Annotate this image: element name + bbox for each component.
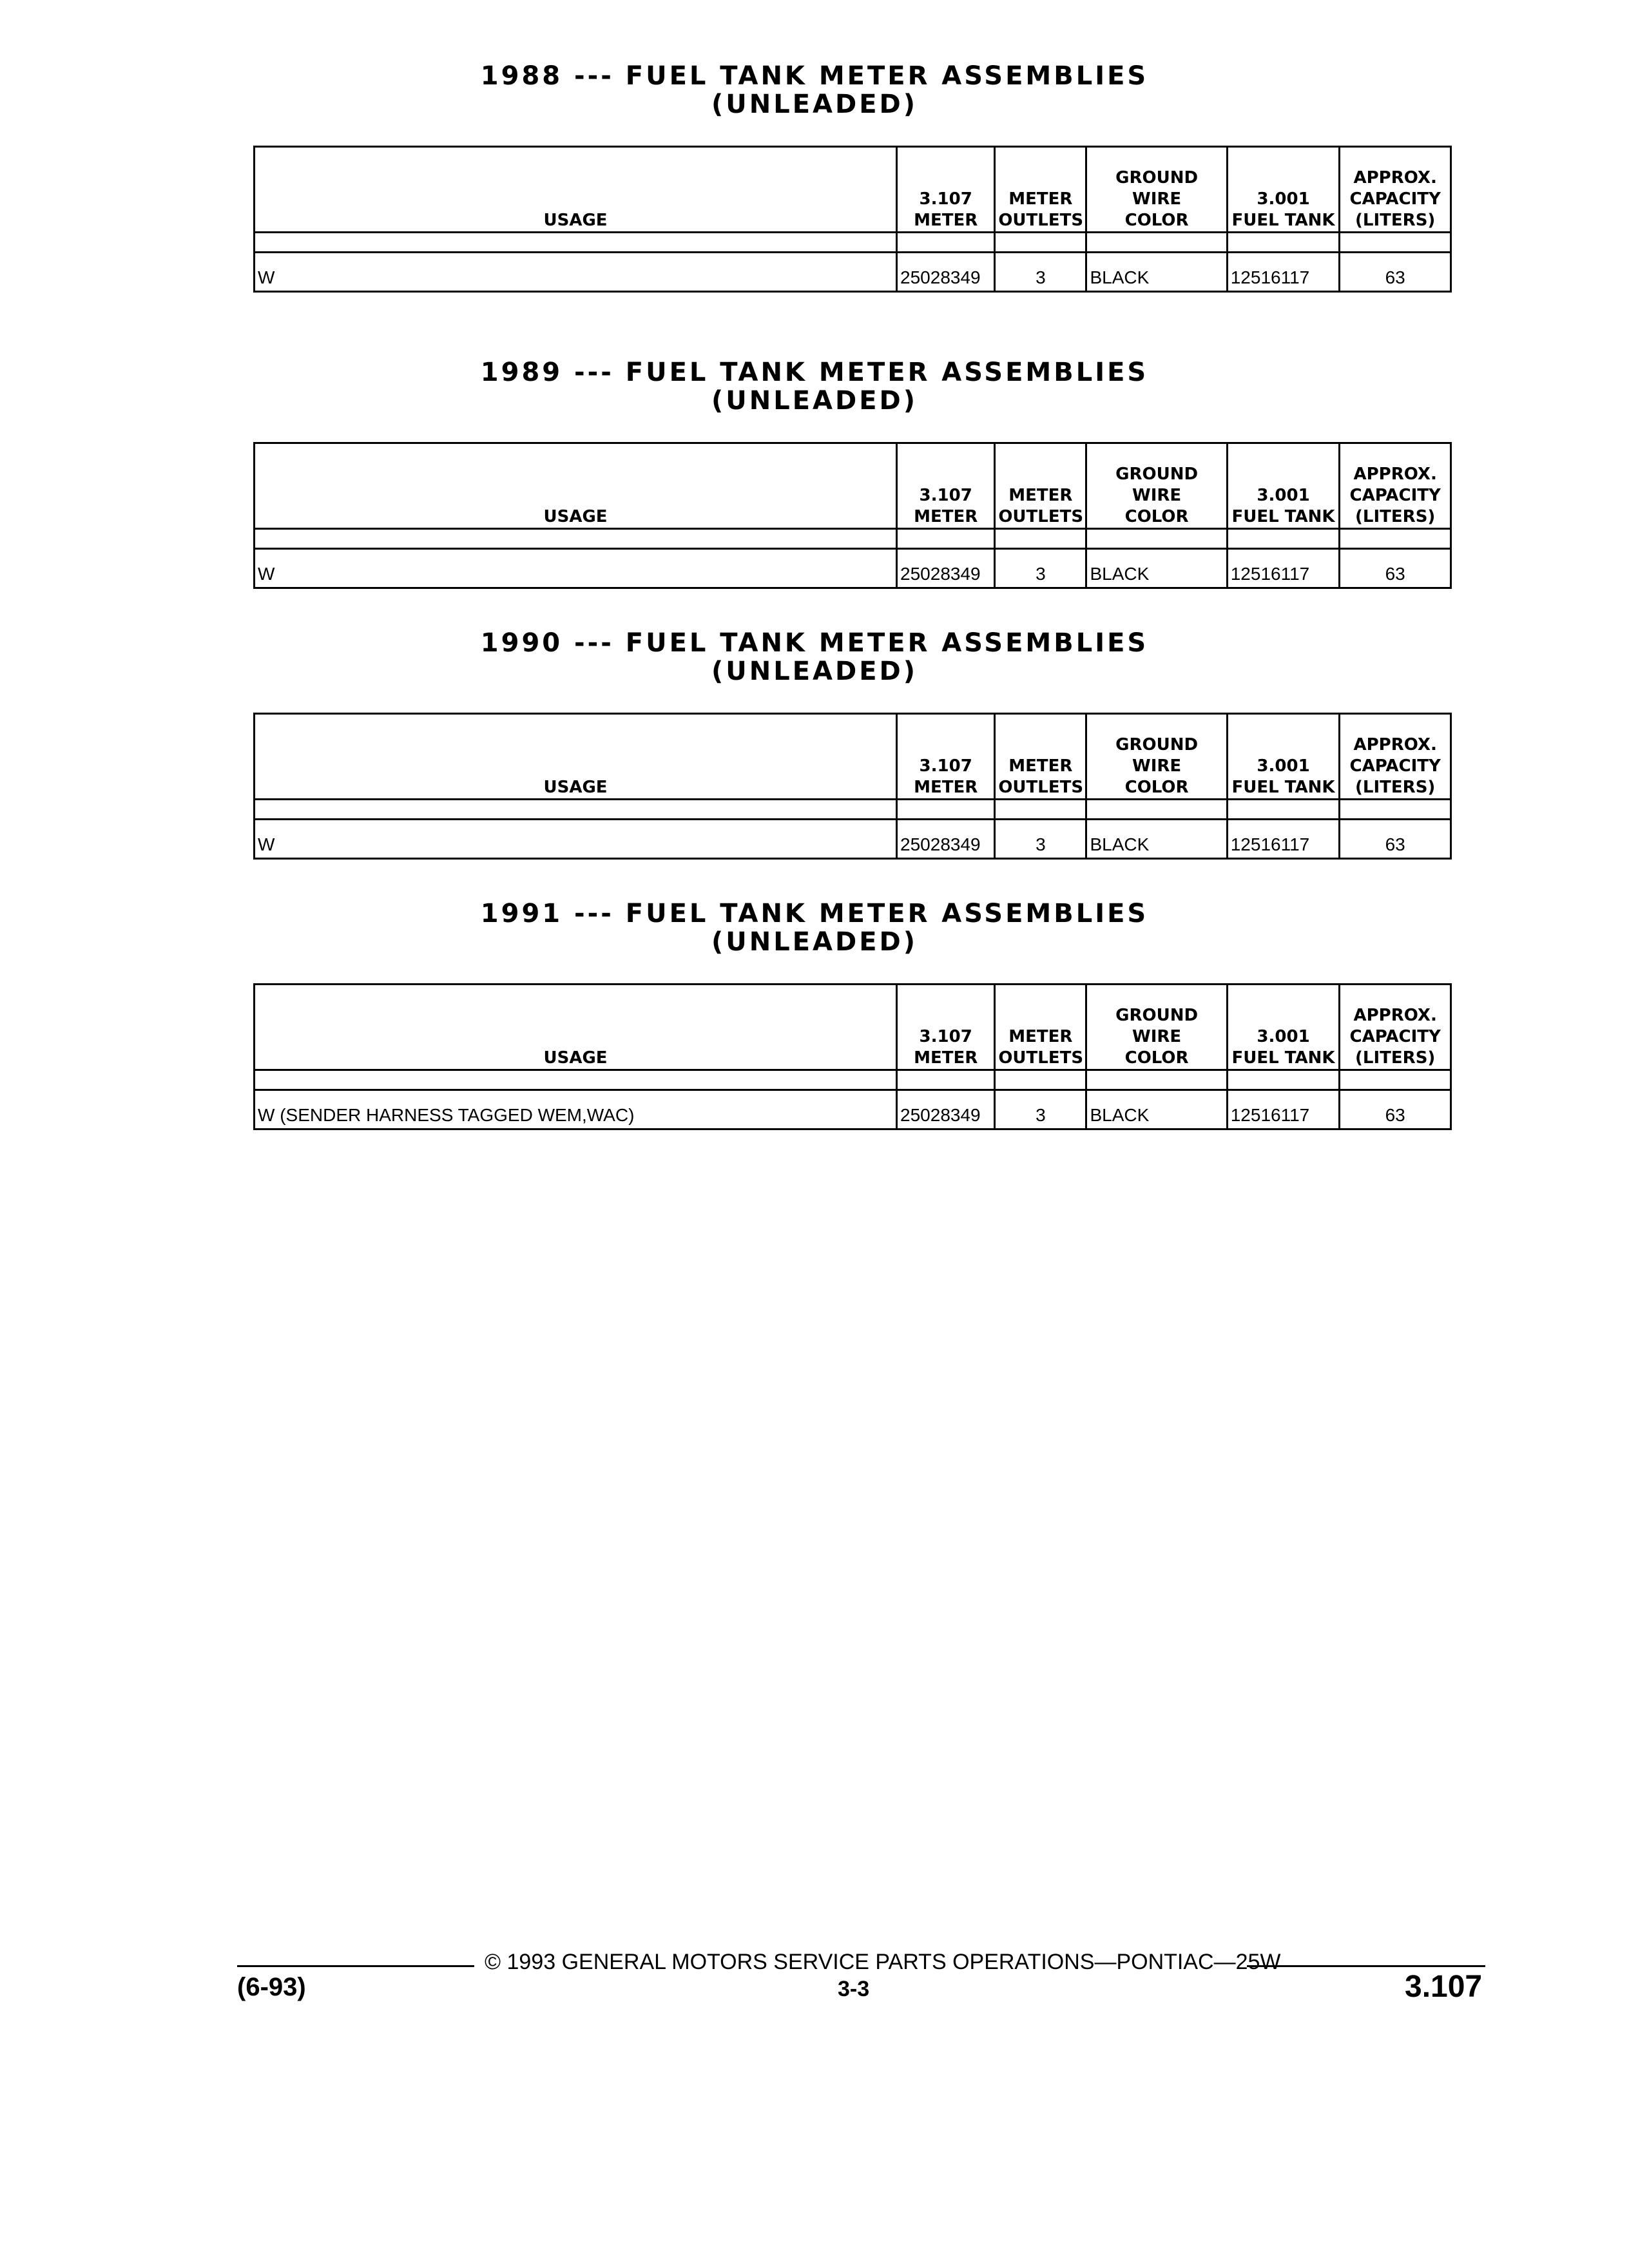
date-code: (6-93) — [237, 1973, 306, 2001]
meter-table-1990 — [253, 713, 1452, 860]
table-row — [255, 820, 1451, 859]
section-title-main: 1988 --- FUEL TANK METER ASSEMBLIES — [480, 61, 1149, 91]
spacer-cell — [1227, 233, 1340, 253]
spacer-cell — [995, 800, 1086, 820]
spacer-cell — [897, 529, 995, 549]
header-line: FUEL TANK — [1231, 1048, 1335, 1068]
outlets-cell: 3 — [995, 820, 1086, 859]
fuel-tank-part-cell: 12516117 — [1227, 820, 1340, 859]
table-row — [255, 549, 1451, 588]
fuel-tank-part-cell: 12516117 — [1227, 253, 1340, 292]
header-line: FUEL TANK — [1231, 507, 1335, 526]
header-line: WIRE — [1132, 1027, 1182, 1046]
header-row — [255, 985, 1451, 1070]
spacer-row — [255, 1070, 1451, 1090]
header-line: METER — [1008, 756, 1073, 776]
ground-wire-color-header — [1086, 147, 1227, 233]
spacer-row — [255, 800, 1451, 820]
spacer-cell — [1340, 233, 1451, 253]
fuel-tank-header — [1227, 443, 1340, 529]
header-line: 3.107 — [919, 756, 972, 776]
outlets-cell: 3 — [995, 549, 1086, 588]
header-line: FUEL TANK — [1231, 778, 1335, 797]
header-line: METER — [1008, 189, 1073, 209]
header-line: 3.107 — [919, 1027, 972, 1046]
header-line: METER — [1008, 1027, 1073, 1046]
fuel-tank-header — [1227, 985, 1340, 1070]
fuel-tank-header — [1227, 714, 1340, 800]
ground-wire-color-header — [1086, 985, 1227, 1070]
meter-part-cell: 25028349 — [897, 549, 995, 588]
header-line: 3.001 — [1257, 486, 1310, 505]
meter-part-cell: 25028349 — [897, 1090, 995, 1129]
header-line: GROUND — [1115, 465, 1199, 484]
meter-header — [897, 443, 995, 529]
section-title-sub: (UNLEADED) — [711, 90, 918, 119]
ground-wire-color-cell: BLACK — [1086, 820, 1227, 859]
meter-part-cell: 25028349 — [897, 253, 995, 292]
meter-table-1988 — [253, 146, 1452, 293]
header-line: 3.107 — [919, 486, 972, 505]
meter-part-cell: 25028349 — [897, 820, 995, 859]
header-line: COLOR — [1124, 507, 1189, 526]
header-line: GROUND — [1115, 168, 1199, 187]
outlets-header — [995, 443, 1086, 529]
header-line: GROUND — [1115, 1006, 1199, 1025]
ground-wire-color-header — [1086, 714, 1227, 800]
header-line: METER — [1008, 486, 1073, 505]
footer-rule-left — [237, 1965, 474, 1967]
copyright-notice: © 1993 GENERAL MOTORS SERVICE PARTS OPERATIONS—PONTIAC—25W — [485, 1950, 1281, 1974]
header-line: METER — [914, 1048, 978, 1068]
header-line: CAPACITY — [1349, 756, 1441, 776]
fuel-tank-part-cell: 12516117 — [1227, 1090, 1340, 1129]
section-title-main: 1989 --- FUEL TANK METER ASSEMBLIES — [480, 358, 1149, 387]
header-line: COLOR — [1124, 211, 1189, 230]
outlets-header — [995, 985, 1086, 1070]
fuel-tank-part-cell: 12516117 — [1227, 549, 1340, 588]
capacity-header — [1340, 714, 1451, 800]
spacer-cell — [1227, 1070, 1340, 1090]
spacer-cell — [995, 1070, 1086, 1090]
header-line: (LITERS) — [1355, 507, 1436, 526]
header-line: OUTLETS — [998, 1048, 1084, 1068]
section-title-sub: (UNLEADED) — [711, 927, 918, 957]
header-line: APPROX. — [1353, 168, 1437, 187]
outlets-header — [995, 147, 1086, 233]
section-title-main: 1990 --- FUEL TANK METER ASSEMBLIES — [480, 628, 1149, 658]
section-title-1989 — [0, 358, 1629, 415]
meter-header — [897, 714, 995, 800]
header-line: METER — [914, 778, 978, 797]
spacer-cell — [255, 233, 897, 253]
outlets-header — [995, 714, 1086, 800]
capacity-header — [1340, 443, 1451, 529]
header-line: CAPACITY — [1349, 486, 1441, 505]
table-row — [255, 1090, 1451, 1129]
meter-header — [897, 985, 995, 1070]
meter-header — [897, 147, 995, 233]
usage-cell: W — [255, 820, 897, 859]
spacer-cell — [255, 1070, 897, 1090]
spacer-cell — [995, 529, 1086, 549]
spacer-cell — [897, 800, 995, 820]
header-row — [255, 147, 1451, 233]
capacity-header — [1340, 147, 1451, 233]
spacer-cell — [897, 1070, 995, 1090]
section-title-1988 — [0, 62, 1629, 119]
fuel-tank-header — [1227, 147, 1340, 233]
page-number: 3-3 — [838, 1977, 870, 2001]
spacer-cell — [1086, 800, 1227, 820]
header-line: OUTLETS — [998, 211, 1084, 230]
spacer-row — [255, 233, 1451, 253]
header-row — [255, 443, 1451, 529]
capacity-header — [1340, 985, 1451, 1070]
section-title-1991 — [0, 899, 1629, 956]
spacer-cell — [1227, 800, 1340, 820]
capacity-cell: 63 — [1340, 1090, 1451, 1129]
section-title-sub: (UNLEADED) — [711, 386, 918, 416]
outlets-cell: 3 — [995, 1090, 1086, 1129]
header-line: COLOR — [1124, 778, 1189, 797]
section-title-main: 1991 --- FUEL TANK METER ASSEMBLIES — [480, 899, 1149, 928]
header-row — [255, 714, 1451, 800]
ground-wire-color-cell: BLACK — [1086, 1090, 1227, 1129]
spacer-cell — [1340, 529, 1451, 549]
header-line: WIRE — [1132, 756, 1182, 776]
footer-rule-right — [1247, 1965, 1485, 1967]
header-line: GROUND — [1115, 735, 1199, 754]
ground-wire-color-cell: BLACK — [1086, 549, 1227, 588]
header-line: WIRE — [1132, 189, 1182, 209]
header-line: COLOR — [1124, 1048, 1189, 1068]
usage-cell: W — [255, 549, 897, 588]
outlets-cell: 3 — [995, 253, 1086, 292]
spacer-cell — [1227, 529, 1340, 549]
section-title-sub: (UNLEADED) — [711, 657, 918, 686]
header-line: APPROX. — [1353, 1006, 1437, 1025]
header-line: (LITERS) — [1355, 778, 1436, 797]
usage-cell: W (SENDER HARNESS TAGGED WEM,WAC) — [255, 1090, 897, 1129]
usage-cell: W — [255, 253, 897, 292]
header-line: 3.107 — [919, 189, 972, 209]
spacer-cell — [995, 233, 1086, 253]
header-line: CAPACITY — [1349, 1027, 1441, 1046]
spacer-cell — [255, 529, 897, 549]
header-line: 3.001 — [1257, 189, 1310, 209]
header-line: FUEL TANK — [1231, 211, 1335, 230]
header-line: (LITERS) — [1355, 1048, 1436, 1068]
header-line: APPROX. — [1353, 735, 1437, 754]
ground-wire-color-header — [1086, 443, 1227, 529]
usage-header: USAGE — [255, 714, 897, 800]
capacity-cell: 63 — [1340, 820, 1451, 859]
usage-header: USAGE — [255, 147, 897, 233]
spacer-cell — [255, 800, 897, 820]
section-number: 3.107 — [1405, 1970, 1483, 2004]
header-line: OUTLETS — [998, 778, 1084, 797]
spacer-cell — [1340, 800, 1451, 820]
capacity-cell: 63 — [1340, 549, 1451, 588]
usage-header: USAGE — [255, 985, 897, 1070]
meter-table-1991 — [253, 983, 1452, 1130]
header-line: (LITERS) — [1355, 211, 1436, 230]
header-line: APPROX. — [1353, 465, 1437, 484]
header-line: OUTLETS — [998, 507, 1084, 526]
ground-wire-color-cell: BLACK — [1086, 253, 1227, 292]
header-line: METER — [914, 507, 978, 526]
spacer-cell — [1340, 1070, 1451, 1090]
spacer-cell — [897, 233, 995, 253]
table-row — [255, 253, 1451, 292]
meter-table-1989 — [253, 442, 1452, 589]
spacer-cell — [1086, 1070, 1227, 1090]
spacer-cell — [1086, 529, 1227, 549]
header-line: 3.001 — [1257, 1027, 1310, 1046]
capacity-cell: 63 — [1340, 253, 1451, 292]
header-line: CAPACITY — [1349, 189, 1441, 209]
section-title-1990 — [0, 629, 1629, 686]
header-line: METER — [914, 211, 978, 230]
header-line: WIRE — [1132, 486, 1182, 505]
header-line: 3.001 — [1257, 756, 1310, 776]
spacer-row — [255, 529, 1451, 549]
usage-header: USAGE — [255, 443, 897, 529]
spacer-cell — [1086, 233, 1227, 253]
